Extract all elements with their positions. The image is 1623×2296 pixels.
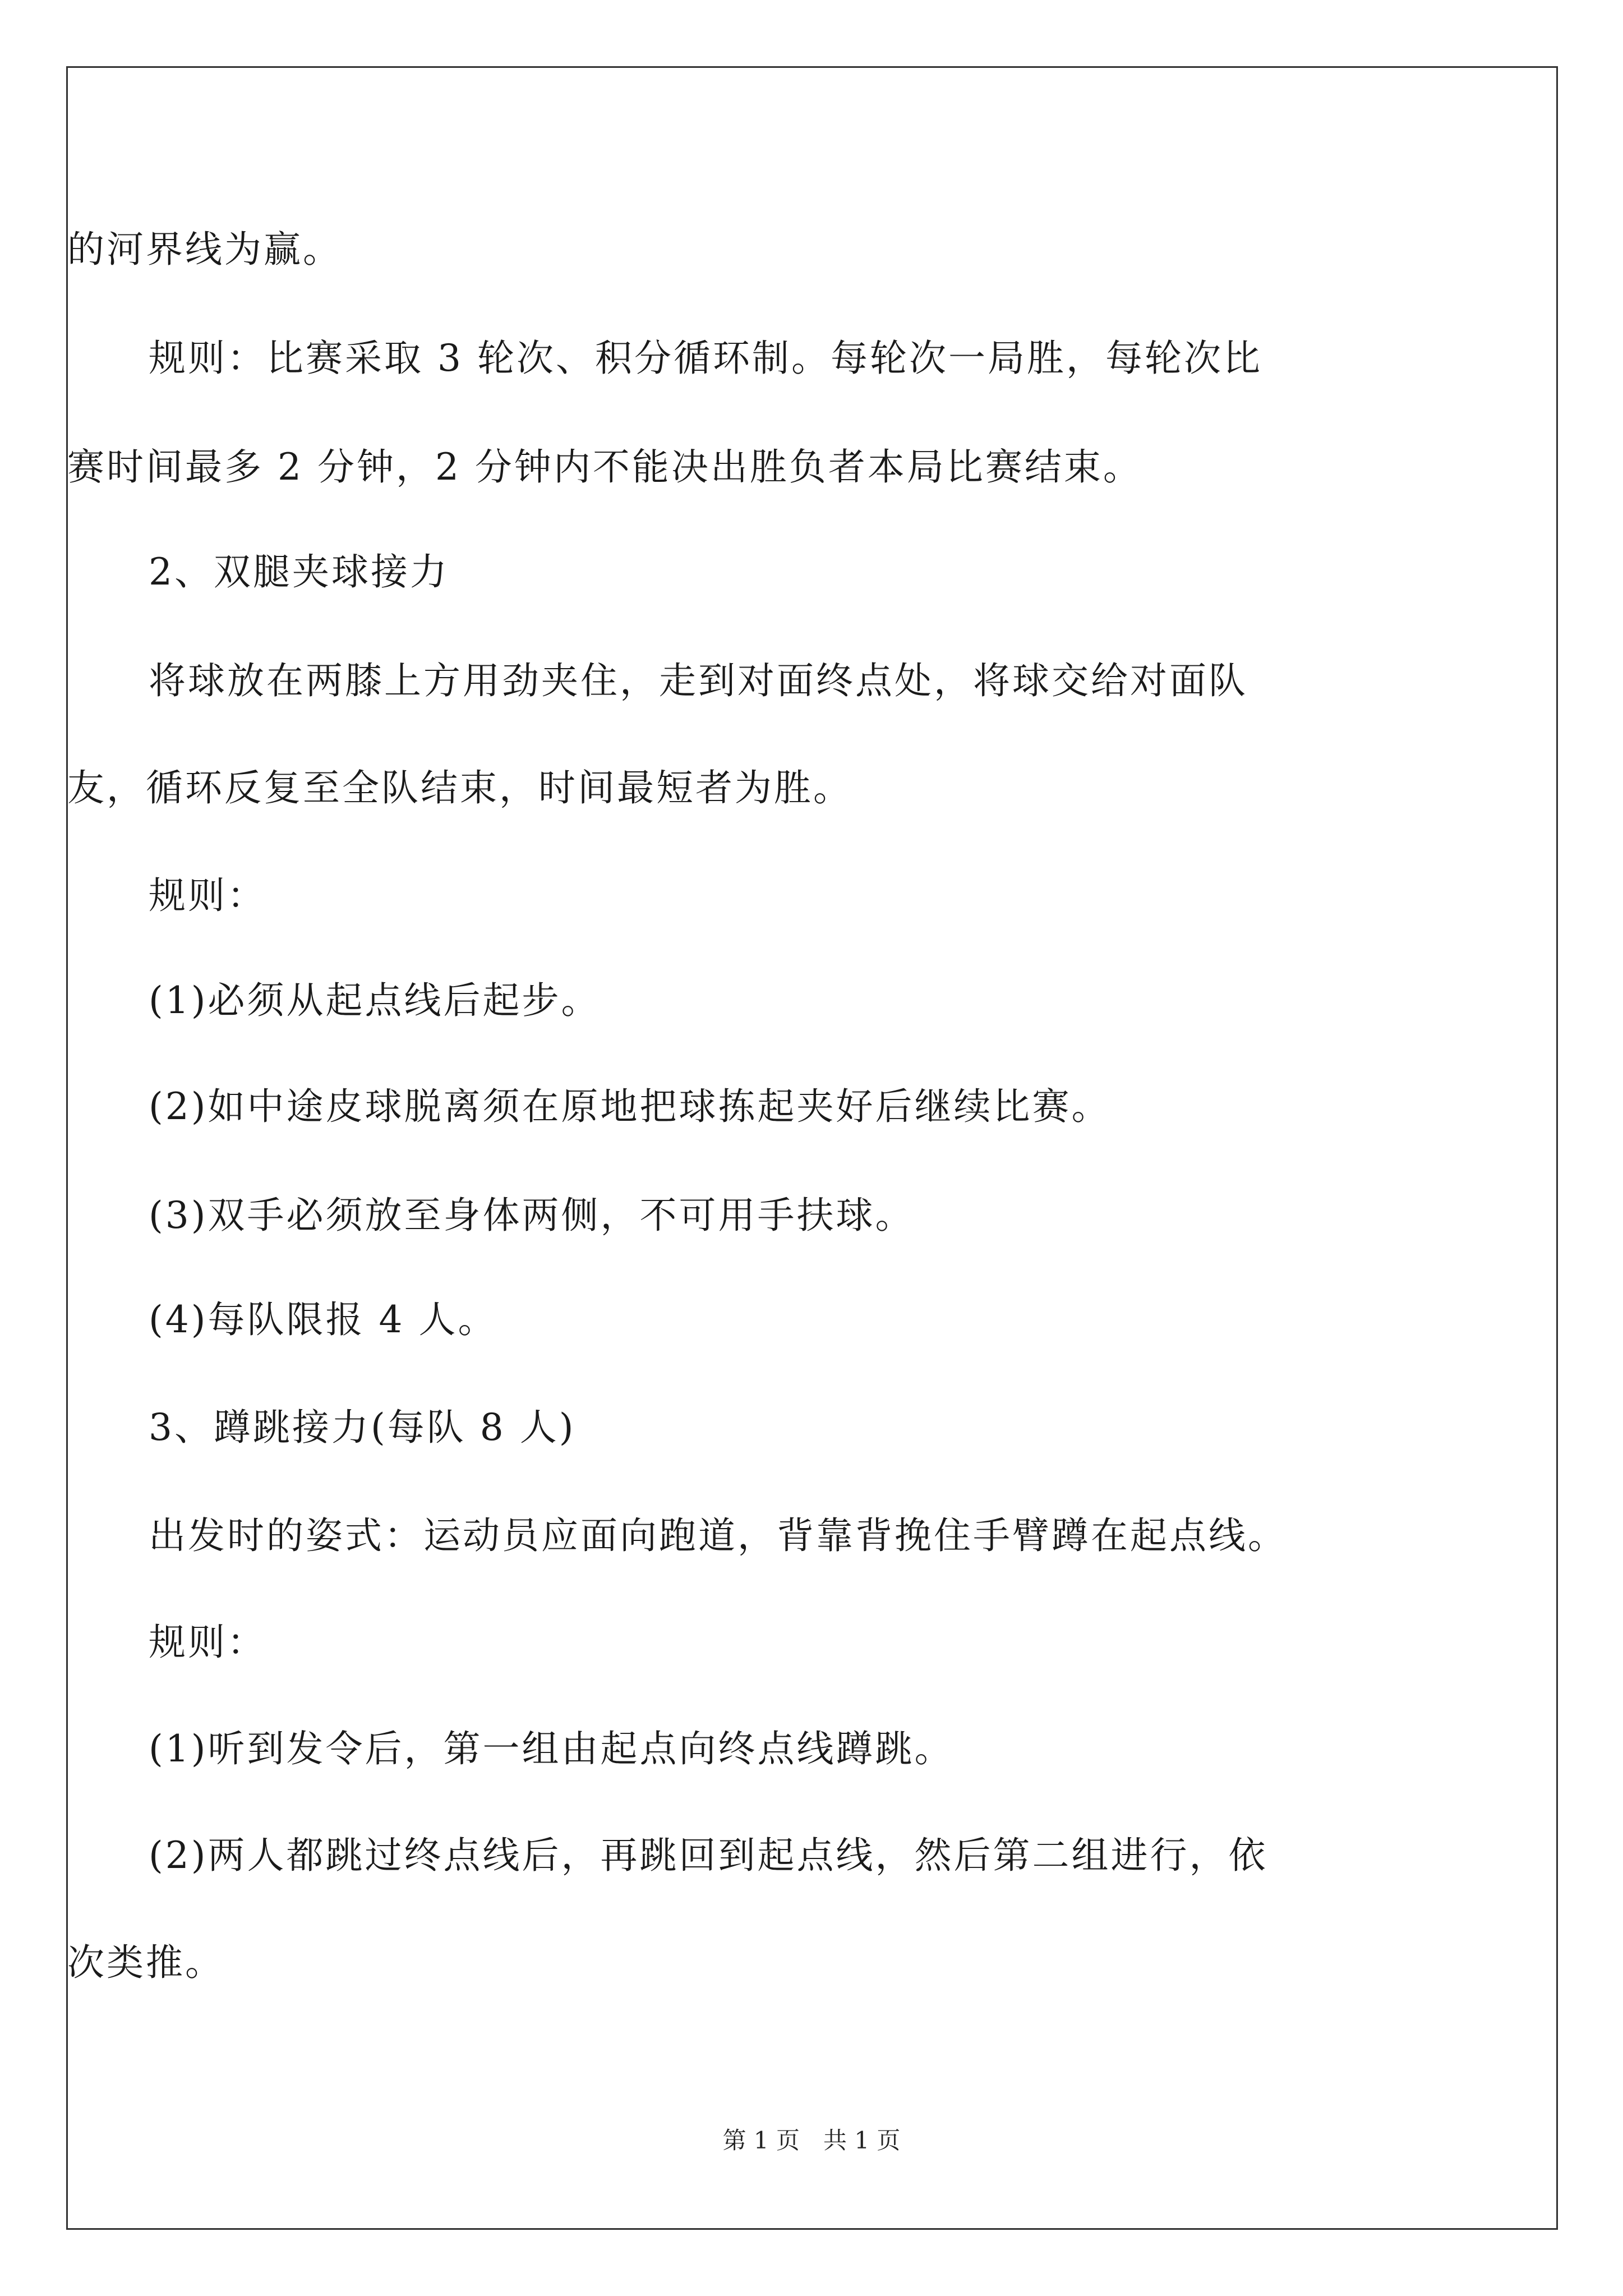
section-heading: 2、双腿夹球接力: [149, 550, 449, 593]
text-line: 规则：比赛采取 3 轮次、积分循环制。每轮次一局胜，每轮次比: [149, 337, 1262, 380]
list-item: (2)两人都跳过终点线后，再跳回到起点线，然后第二组进行，依: [149, 1834, 1268, 1877]
list-item: (1)听到发令后，第一组由起点向终点线蹲跳。: [149, 1727, 954, 1770]
list-item: (3)双手必须放至身体两侧，不可用手扶球。: [149, 1194, 915, 1237]
text-line: 规则：: [149, 874, 266, 917]
text-line: 次类推。: [67, 1941, 224, 1984]
list-item: (4)每队限报 4 人。: [149, 1298, 497, 1341]
text-line: 出发时的姿式：运动员应面向跑道，背靠背挽住手臂蹲在起点线。: [149, 1514, 1287, 1557]
page-footer: 第 1 页 共 1 页: [722, 2127, 901, 2154]
text-line: 的河界线为赢。: [67, 228, 342, 271]
section-heading: 3、蹲跳接力(每队 8 人): [149, 1406, 576, 1449]
text-line: 将球放在两膝上方用劲夹住，走到对面终点处，将球交给对面队: [149, 659, 1248, 702]
list-item: (2)如中途皮球脱离须在原地把球拣起夹好后继续比赛。: [149, 1085, 1111, 1128]
list-item: (1)必须从起点线后起步。: [149, 979, 601, 1022]
text-line: 规则：: [149, 1621, 266, 1664]
text-line: 赛时间最多 2 分钟，2 分钟内不能决出胜负者本局比赛结束。: [67, 445, 1142, 489]
text-line: 友，循环反复至全队结束，时间最短者为胜。: [67, 766, 852, 809]
page-border: [66, 66, 1558, 2230]
